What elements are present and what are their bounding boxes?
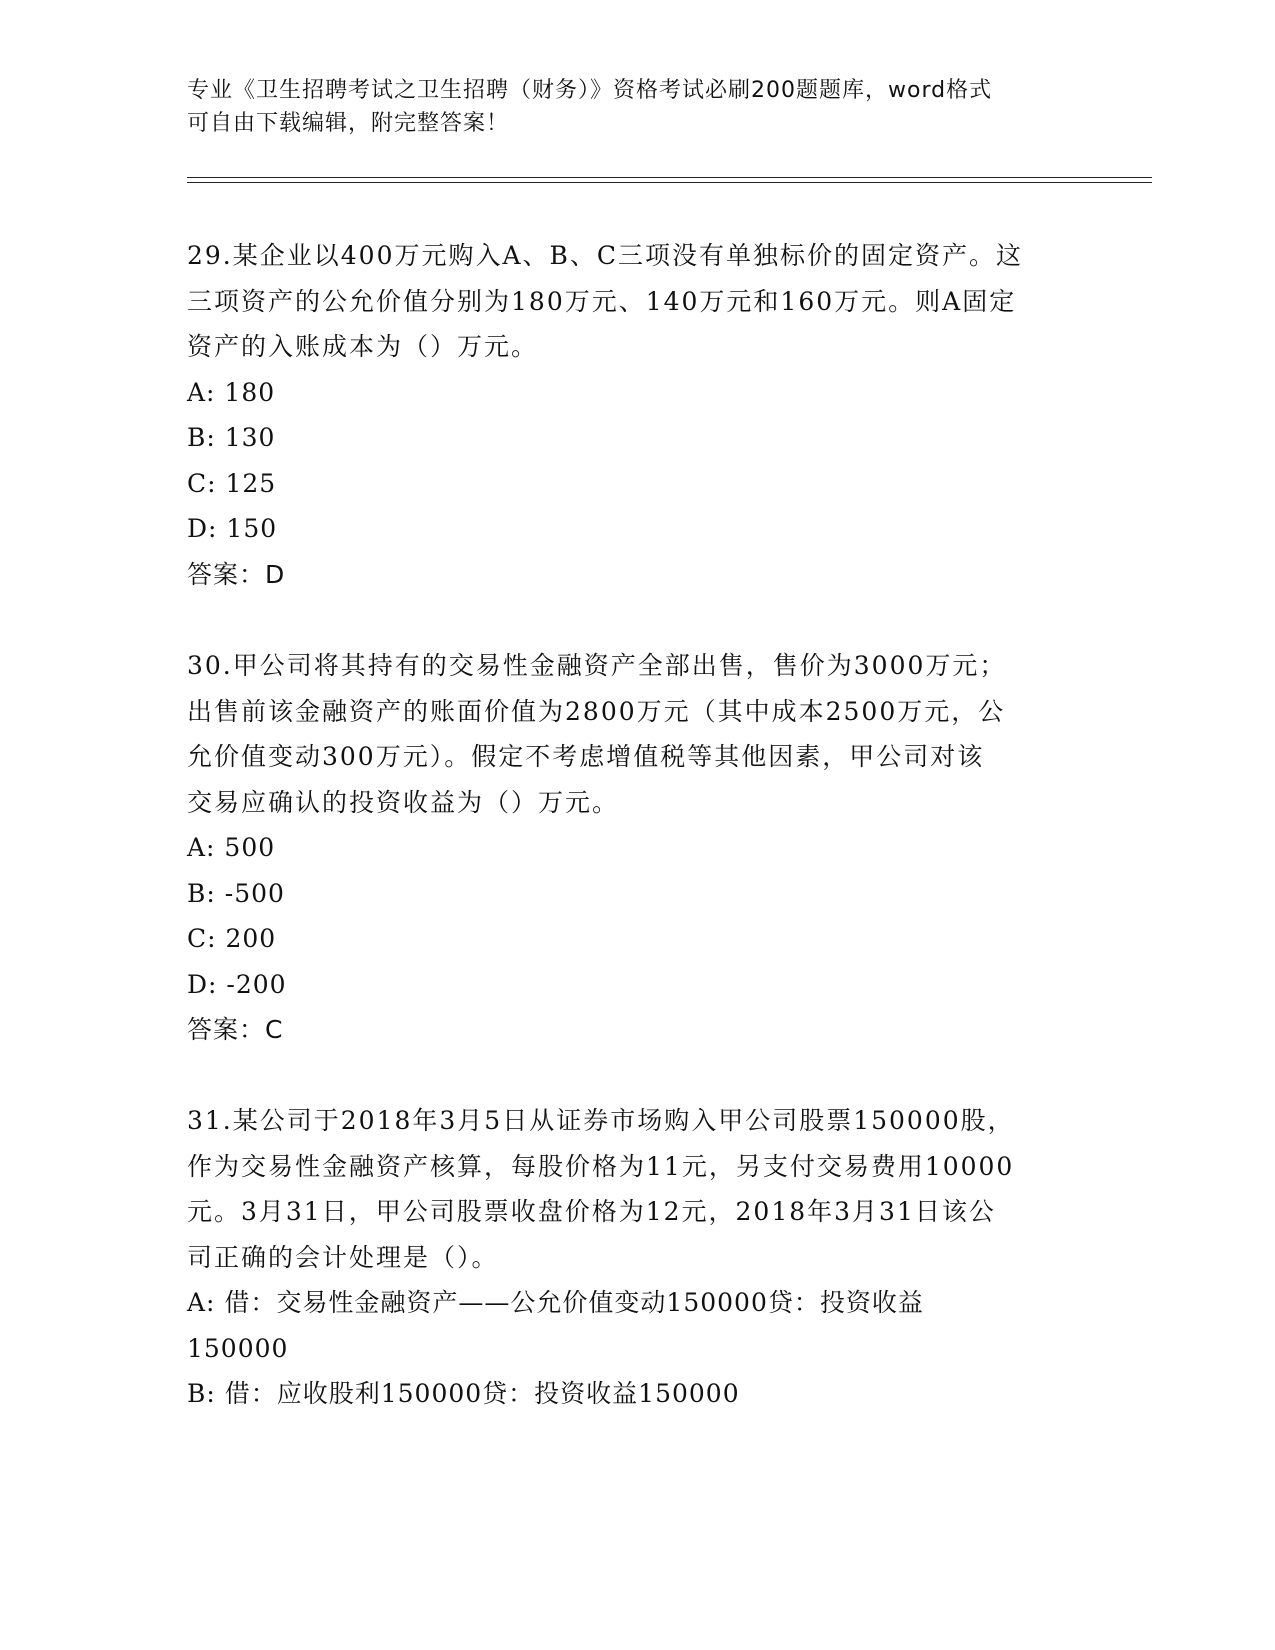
question-31 — [187, 1098, 1087, 1417]
header-line-2: 可自由下载编辑，附完整答案！ — [187, 111, 510, 136]
question-31-line-3: 元。3月31日，甲公司股票收盘价格为12元，2018年3月31日该公 — [187, 1197, 996, 1226]
question-29-line-1: 29.某企业以400万元购入A、B、C三项没有单独标价的固定资产。这 — [187, 241, 1024, 270]
question-31-option-b: B: 借：应收股利150000贷：投资收益150000 — [187, 1379, 740, 1408]
question-30-line-3: 允价值变动300万元）。假定不考虑增值税等其他因素，甲公司对该 — [187, 742, 985, 771]
question-30-line-1: 30.甲公司将其持有的交易性金融资产全部出售，售价为3000万元； — [187, 651, 1007, 680]
question-29-option-d: D: 150 — [187, 514, 278, 543]
question-30-option-b: B: -500 — [187, 878, 285, 908]
question-30-option-a: A: 500 — [187, 833, 276, 862]
question-30-line-4: 交易应确认的投资收益为（）万元。 — [187, 787, 620, 817]
question-30-option-c: C: 200 — [187, 924, 277, 953]
question-29-line-2: 三项资产的公允价值分别为180万元、140万元和160万元。则A固定 — [187, 286, 1017, 316]
question-31-line-1: 31.某公司于2018年3月5日从证券市场购入甲公司股票150000股， — [187, 1106, 1015, 1135]
header-divider-bottom — [187, 182, 1152, 183]
question-31-option-a-continued: 150000 — [187, 1333, 289, 1363]
question-29-option-c: C: 125 — [187, 468, 277, 498]
question-31-line-2: 作为交易性金融资产核算，每股价格为11元，另支付交易费用10000 — [187, 1151, 1015, 1181]
question-29-option-a: A: 180 — [187, 377, 276, 407]
question-29-option-b: B: 130 — [187, 423, 276, 452]
question-29-answer: 答案：D — [187, 559, 286, 589]
document-header-note — [187, 74, 1087, 140]
question-29-line-3: 资产的入账成本为（）万元。 — [187, 332, 539, 361]
question-29 — [187, 233, 1087, 597]
question-31-line-4: 司正确的会计处理是（）。 — [187, 1242, 499, 1272]
question-30-option-d: D: -200 — [187, 969, 287, 999]
question-30 — [187, 643, 1087, 1053]
question-30-line-2: 出售前该金融资产的账面价值为2800万元（其中成本2500万元，公 — [187, 696, 1006, 726]
question-31-option-a: A: 借：交易性金融资产——公允价值变动150000贷：投资收益 — [187, 1288, 924, 1317]
header-line-1: 专业《卫生招聘考试之卫生招聘（财务）》资格考试必刷200题题库，word格式 — [187, 78, 993, 103]
question-30-answer: 答案：C — [187, 1015, 284, 1044]
header-divider-top — [187, 177, 1152, 178]
